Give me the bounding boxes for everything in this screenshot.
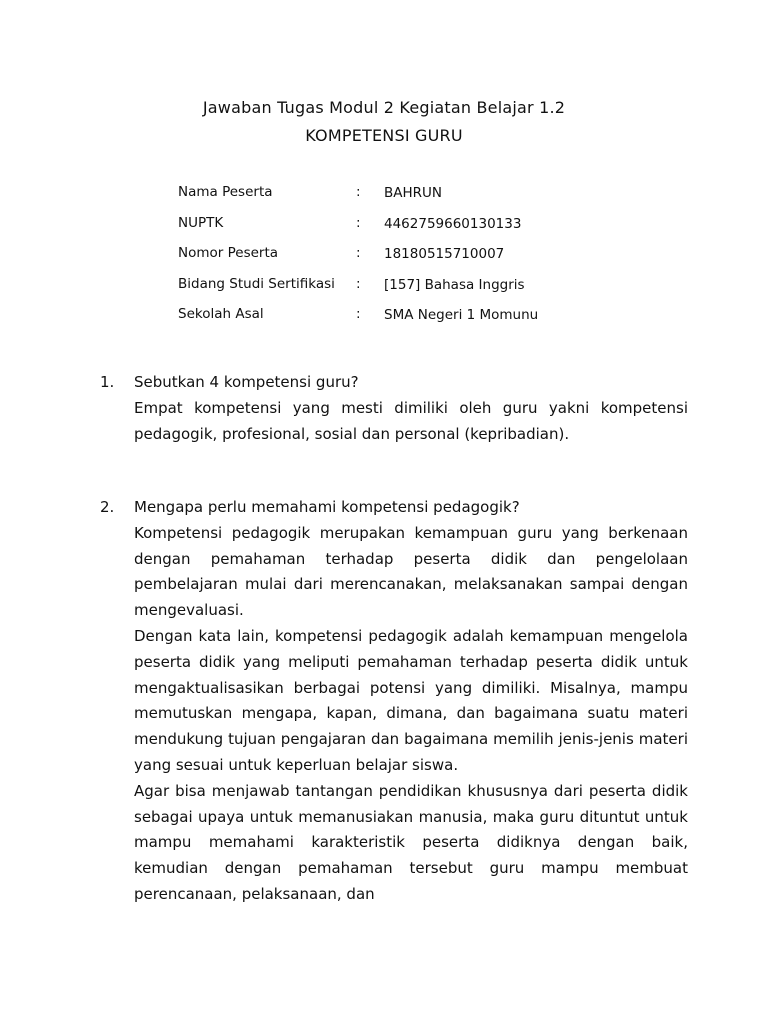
question-text: Sebutkan 4 kompetensi guru?	[134, 373, 359, 391]
info-value: [157] Bahasa Inggris	[384, 276, 525, 293]
info-colon: :	[356, 275, 361, 292]
info-row-bidang	[178, 276, 658, 307]
answer-paragraph: Empat kompetensi yang mesti dimiliki oleh guru yakni kompetensi pedagogik, profesional, sosial dan personal (kepribadian).	[134, 398, 688, 443]
info-colon: :	[356, 184, 361, 200]
question-number: 1.	[100, 373, 115, 391]
info-label: Nomor Peserta	[178, 245, 279, 261]
info-row-nomor	[178, 245, 658, 276]
info-value: 18180515710007	[384, 246, 505, 262]
info-colon: :	[356, 245, 361, 261]
info-colon: :	[356, 306, 361, 322]
info-label: Nama Peserta	[178, 184, 273, 200]
answer-paragraph: Agar bisa menjawab tantangan pendidikan khususnya dari peserta didik sebagai upaya untuk memanusiakan manusia, maka guru dituntut untuk mampu memahami karakteristik peserta didiknya dengan baik, kemudian dengan pemahaman tersebut guru mampu membuat perencanaan, pelaksanaan, dan	[134, 781, 688, 903]
question-item-1	[100, 370, 688, 447]
info-label: NUPTK	[178, 214, 224, 231]
info-value: BAHRUN	[384, 185, 443, 201]
document-subtitle: KOMPETENSI GURU	[305, 126, 463, 145]
document-title: Jawaban Tugas Modul 2 Kegiatan Belajar 1.2	[202, 98, 566, 117]
info-colon: :	[356, 214, 361, 231]
participant-info	[178, 184, 658, 337]
info-value: 4462759660130133	[384, 215, 522, 232]
answer-paragraph: Dengan kata lain, kompetensi pedagogik adalah kemampuan mengelola peserta didik yang meliputi pemahaman terhadap peserta didik untuk mengaktualisasikan berbagai potensi yang dimiliki. Misalnya, mampu memutuskan mengapa, kapan, dimana, dan bagaimana suatu materi mendukung tujuan pengajaran dan bagaimana memilih jenis-jenis materi yang sesuai untuk keperluan belajar siswa.	[134, 626, 688, 774]
question-body	[134, 495, 688, 908]
info-value: SMA Negeri 1 Momunu	[384, 307, 539, 323]
info-row-nuptk	[178, 215, 658, 246]
answer-paragraph: Kompetensi pedagogik merupakan kemampuan guru yang berkenaan dengan pemahaman terhadap peserta didik dan pengelolaan pembelajaran mulai dari merencanakan, melaksanakan sampai dengan mengevaluasi.	[134, 523, 688, 620]
info-label: Bidang Studi Sertifikasi	[178, 275, 335, 292]
question-number: 2.	[100, 498, 115, 516]
info-label: Sekolah Asal	[178, 306, 264, 322]
info-row-nama	[178, 184, 658, 215]
question-text: Mengapa perlu memahami kompetensi pedagogik?	[134, 498, 520, 516]
info-row-sekolah	[178, 306, 658, 337]
question-item-2	[100, 495, 688, 908]
question-body	[134, 370, 688, 447]
